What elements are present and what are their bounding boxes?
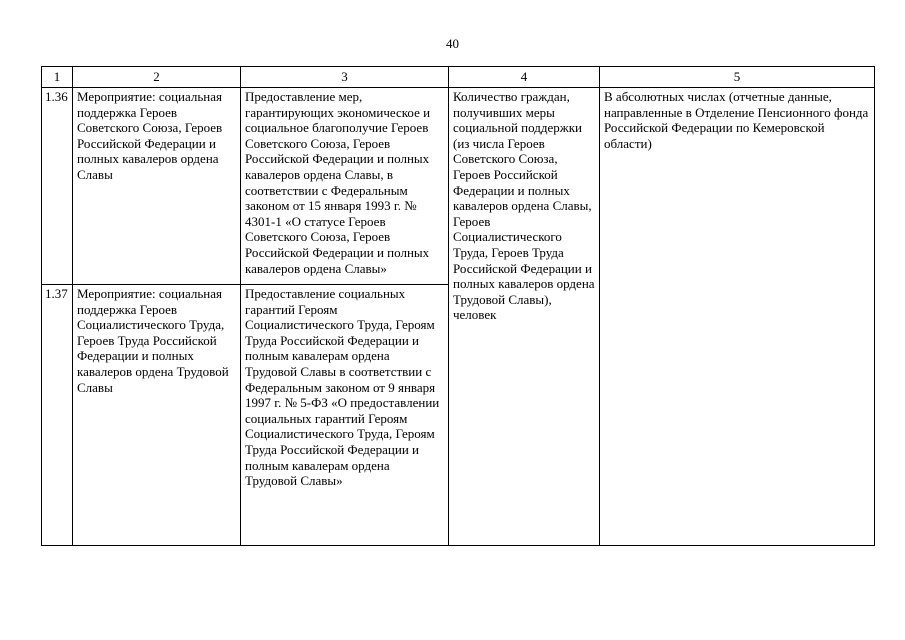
calculation-cell: В абсолютных числах (отчетные данные, направленные в Отделение Пенсионного фонда Российской Федерации по Кемеровской области) [600, 88, 875, 546]
event-cell: Мероприятие: социальная поддержка Героев Социалистического Труда, Героев Труда Российской Федерации и полных кавалеров ордена Трудовой Славы [73, 285, 241, 546]
page-number: 40 [446, 36, 459, 51]
row-number-cell: 1.37 [42, 285, 73, 546]
header-cell-1: 1 [42, 67, 73, 88]
indicator-cell: Количество граждан, получивших меры социальной поддержки (из числа Героев Советского Союза, Героев Российской Федерации и полных кавалеров ордена Славы, Героев Социалистического Труда, Героев Труда Российской Федерации и полных кавалеров ордена Трудовой Славы), человек [449, 88, 600, 546]
event-cell: Мероприятие: социальная поддержка Героев Советского Союза, Героев Российской Федерации и полных кавалеров ордена Славы [73, 88, 241, 285]
header-cell-3: 3 [241, 67, 449, 88]
program-table [41, 66, 875, 546]
measure-cell: Предоставление социальных гарантий Героям Социалистического Труда, Героям Труда Российской Федерации и полным кавалерам ордена Трудовой Славы в соответствии с Федеральным законом от 9 января 1997 г. № 5-ФЗ «О предоставлении социальных гарантий Героям Социалистического Труда, Героям Труда Российской Федерации и полным кавалерам ордена Трудовой Славы» [241, 285, 449, 546]
table-header-row [42, 67, 875, 88]
table-row [42, 88, 875, 285]
header-cell-5: 5 [600, 67, 875, 88]
row-number-cell: 1.36 [42, 88, 73, 285]
measure-cell: Предоставление мер, гарантирующих экономическое и социальное благополучие Героев Советского Союза, Героев Российской Федерации и полных кавалеров ордена Славы, в соответствии с Федеральным законом от 15 января 1993 г. № 4301-1 «О статусе Героев Советского Союза, Героев Российской Федерации и полных кавалеров ордена Славы» [241, 88, 449, 285]
header-cell-4: 4 [449, 67, 600, 88]
header-cell-2: 2 [73, 67, 241, 88]
